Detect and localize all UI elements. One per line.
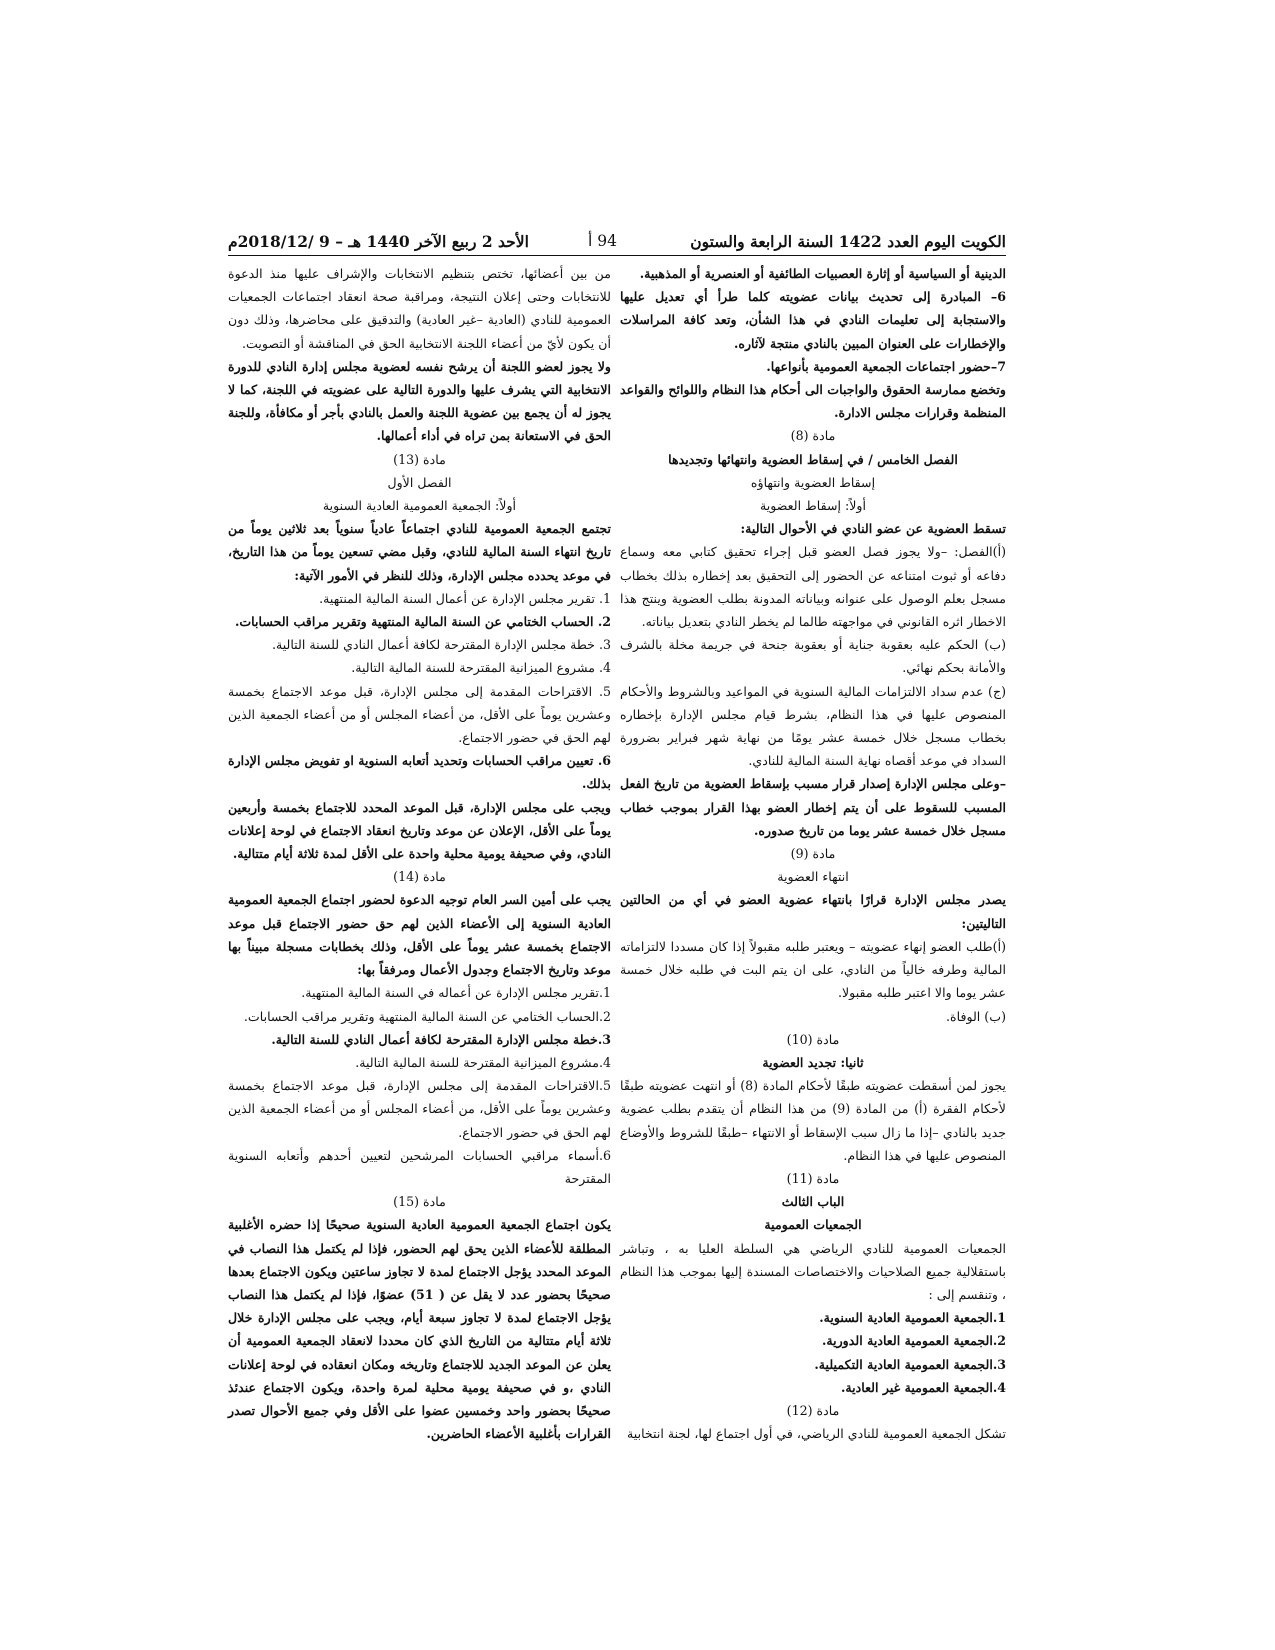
header-page-number: 94 أ [588, 232, 617, 250]
chapter-heading: الفصل الخامس / في إسقاط العضوية وانتهائها وتجديدها [668, 451, 958, 467]
list-item: 2.الحساب الختامي عن السنة المالية المنتهية وتقرير مراقب الحسابات. [243, 1008, 611, 1024]
list-item: 6.أسماء مراقبي الحسابات المرشحين لتعيين أحدهم وأتعابه السنوية المقترحة [228, 1147, 611, 1186]
list-item: 5.الاقتراحات المقدمة إلى مجلس الإدارة، قبل موعد الاجتماع بخمسة وعشرين يوماً على الأقل، من أعضاء المجلس أو من أعضاء الجمعية الذين لهم الحق في حضور الاجتماع. [228, 1078, 611, 1140]
paragraph: ولا يجوز لعضو اللجنة أن يرشح نفسه لعضوية مجلس إدارة النادي للدورة الانتخابية التي يشرف عليها والدورة التالية على عضويته في اللجنة، كما لا يجوز له أن يجمع بين عضوية اللجنة والعمل بالنادي بأجر أو مكافأة، وللجنة الحق في الاستعانة بمن تراه في أداء أعمالها. [228, 358, 611, 444]
paragraph: يجب على أمين السر العام توجيه الدعوة لحضور اجتماع الجمعية العمومية العادية السنوية إلى الأعضاء الذين لهم حق حضور الاجتماع قبل موعد الاجتماع بخمسة عشر يوماً على الأقل، وذلك بخطابات مسجلة مبيناً بها موعد وتاريخ الاجتماع وجدول الأعمال ومرفقاً بها: [228, 892, 611, 978]
article-heading: مادة (9) [790, 846, 836, 862]
right-column [620, 262, 1006, 1445]
paragraph: ويجب على مجلس الإدارة، قبل الموعد المحدد للاجتماع بخمسة وأربعين يوماً على الأقل، الإعلان عن موعد وتاريخ انعقاد الاجتماع في لوحة إعلانات النادي، وفي صحيفة يومية محلية واحدة على الأقل لمدة ثلاثة أيام متتالية. [228, 799, 611, 862]
paragraph: تسقط العضوية عن عضو النادي في الأحوال التالية: [740, 521, 1006, 537]
paragraph: (ج) عدم سداد الالتزامات المالية السنوية في المواعيد وبالشروط والأحكام المنصوص عليها في هذا النظام، بشرط قيام مجلس الإدارة بإخطاره بخطاب مسجل خلال خمسة عشر يومًا من نهاية شهر فبراير بضرورة السداد في موعد أقصاه نهاية السنة المالية للنادي. [620, 683, 1006, 769]
article-heading: مادة (13) [393, 451, 446, 467]
paragraph: (أ)الفصل: –ولا يجوز فصل العضو قبل إجراء تحقيق كتابي معه وسماع دفاعه أو ثبوت امتناعه عن الحضور إلى التحقيق بعد إخطاره بذلك بخطاب مسجل بعلم الوصول على عنوانه وبياناته المدونة بطلب العضوية وينتج هذا الاخطار اثره القانوني في مواجهته طالما لم يخطر النادي بتعديل بياناته. [620, 544, 1006, 630]
paragraph: 7–حضور اجتماعات الجمعية العمومية بأنواعها. [766, 358, 1006, 374]
article-heading: مادة (12) [786, 1402, 840, 1418]
article-heading: مادة (14) [393, 869, 446, 885]
paragraph: يصدر مجلس الإدارة قرارًا بانتهاء عضوية العضو في أي من الحالتين التاليتين: [620, 892, 1006, 931]
list-item: 1.الجمعية العمومية العادية السنوية. [819, 1310, 1006, 1326]
header-rule [228, 255, 1006, 256]
article-heading: مادة (10) [786, 1031, 840, 1047]
section-heading: الجمعيات العمومية [764, 1217, 862, 1233]
paragraph: (أ)طلب العضو إنهاء عضويته – ويعتبر طلبه مقبولاً إذا كان مسددا لالتزاماته المالية وطرفه خالياً من النادي، على ان يتم البت في طلبه خلال خمسة عشر يوما والا اعتبر طلبه مقبولا. [620, 938, 1006, 1001]
section-heading: أولاً: الجمعية العمومية العادية السنوية [322, 498, 517, 514]
paragraph: يجوز لمن أسقطت عضويته طبقًا لأحكام المادة (8) أو انتهت عضويته طبقًا لأحكام الفقرة (أ) من المادة (9) من هذا النظام أن يتقدم بطلب عضوية جديد بالنادي –إذا ما زال سبب الإسقاط أو الانتهاء –طبقًا للشروط والأوضاع المنصوص عليها في هذا النظام. [620, 1078, 1007, 1163]
part-heading: الباب الثالث [781, 1194, 845, 1210]
list-item: 3.خطة مجلس الإدارة المقترحة لكافة أعمال النادي للسنة التالية. [271, 1031, 611, 1047]
list-item: 4.الجمعية العمومية غير العادية. [840, 1379, 1006, 1395]
list-item: 3. خطة مجلس الإدارة المقترحة لكافة أعمال النادي للسنة التالية. [271, 637, 611, 653]
paragraph: 6– المبادرة إلى تحديث بيانات عضويته كلما طرأ أي تعديل عليها والاستجابة إلى تعليمات النادي في هذا الشأن، وتعد كافة المراسلات والإخطارات على العنوان المبين بالنادي منتجة لآثاره. [620, 289, 1006, 351]
list-item: 4. مشروع الميزانية المقترحة للسنة المالية التالية. [351, 660, 611, 676]
paragraph: تشكل الجمعية العمومية للنادي الرياضي، في أول اجتماع لها، لجنة انتخابية [627, 1426, 1006, 1442]
list-item: 1. تقرير مجلس الإدارة عن أعمال السنة المالية المنتهية. [319, 590, 611, 606]
paragraph: من بين أعضائها، تختص بتنظيم الانتخابات والإشراف عليها منذ الدعوة للانتخابات وحتى إعلان النتيجة، ومراقبة صحة انعقاد اجتماعات الجمعيات العمومية للنادي (العادية –غير العادية) والتدقيق على محاضرها، وذلك دون أن يكون لأيّ من أعضاء اللجنة الانتخابية الحق في المناقشة أو التصويت. [228, 266, 611, 351]
header-issue: الكويت اليوم العدد 1422 السنة الرابعة والستون [690, 232, 1006, 251]
paragraph: –وعلى مجلس الإدارة إصدار قرار مسبب بإسقاط العضوية من تاريخ الفعل المسبب للسقوط على أن يتم إخطار العضو بهذا القرار بموجب خطاب مسجل خلال خمسة عشر يوما من تاريخ صدوره. [620, 776, 1006, 838]
list-item: 2.الجمعية العمومية العادية الدورية. [821, 1333, 1006, 1349]
list-item: 6. تعيين مراقب الحسابات وتحديد أتعابه السنوية او تفويض مجلس الإدارة بذلك. [228, 753, 611, 792]
left-column [228, 262, 611, 1445]
paragraph: (ب) الحكم عليه بعقوبة جناية أو بعقوبة جنحة في جريمة مخلة بالشرف والأمانة بحكم نهائي. [620, 637, 1006, 676]
section-heading: انتهاء العضوية [777, 869, 849, 885]
list-item: 4.مشروع الميزانية المقترحة للسنة المالية التالية. [355, 1054, 611, 1070]
article-heading: مادة (15) [393, 1194, 446, 1210]
paragraph: الدينية أو السياسية أو إثارة العصبيات الطائفية أو العنصرية أو المذهبية. [639, 266, 1006, 281]
article-heading: مادة (11) [786, 1170, 840, 1186]
paragraph: (ب) الوفاة. [946, 1008, 1006, 1024]
section-heading: ثانيا: تجديد العضوية [762, 1054, 864, 1070]
list-item: 3.الجمعية العمومية العادية التكميلية. [814, 1356, 1006, 1372]
article-heading: مادة (8) [790, 428, 836, 444]
header-date: الأحد 2 ربيع الآخر 1440 هـ – 9 /2018/12م [228, 232, 529, 251]
section-heading: إسقاط العضوية وانتهاؤه [750, 474, 876, 490]
chapter-heading: الفصل الأول [387, 474, 452, 490]
section-heading: أولاً: إسقاط العضوية [759, 498, 866, 514]
paragraph: تجتمع الجمعية العمومية للنادي اجتماعاً عادياً سنوياً بعد ثلاثين يوماً من تاريخ انتهاء السنة المالية للنادي، وقبل مضي تسعين يوماً من هذا التاريخ، في موعد يحدده مجلس الإدارة، وذلك للنظر في الأمور الآتية: [228, 521, 611, 583]
list-item: 5. الاقتراحات المقدمة إلى مجلس الإدارة، قبل موعد الاجتماع بخمسة وعشرين يوماً على الأقل، من أعضاء المجلس أو من أعضاء الجمعية الذين لهم الحق في حضور الاجتماع. [228, 683, 611, 746]
paragraph: الجمعيات العمومية للنادي الرياضي هي السلطة العليا به ، وتباشر باستقلالية جميع الصلاحيات والاختصاصات المسندة إليها بموجب هذا النظام ، وتنقسم إلى : [620, 1240, 1006, 1302]
list-item: 1.تقرير مجلس الإدارة عن أعماله في السنة المالية المنتهية. [301, 985, 611, 1001]
paragraph: يكون اجتماع الجمعية العمومية العادية السنوية صحيحًا إذا حضره الأغلبية المطلقة للأعضاء الذين يحق لهم الحضور، فإذا لم يكتمل هذا النصاب في الموعد المحدد يؤجل الاجتماع لمدة لا تجاوز ساعتين ويكون الاجتماع بعدها صحيحًا بحضور عدد لا يقل عن ( 51) عضوًا، فإذا لم يكتمل هذا النصاب يؤجل الاجتماع لمدة لا تجاوز سبعة أيام، ويجب على مجلس الإدارة خلال ثلاثة أيام متتالية من التاريخ الذي كان محددا لانعقاد الجمعية العمومية أن يعلن عن الموعد الجديد للاجتماع وتاريخه ومكان انعقاده في لوحة إعلانات النادي ،و في صحيفة يومية محلية لمرة واحدة، ويكون الاجتماع عندئذ صحيحًا بحضور واحد وخمسين عضوا على الأقل وفي جميع الأحوال تصدر القرارات بأغلبية الأعضاء الحاضرين. [228, 1217, 611, 1442]
list-item: 2. الحساب الختامي عن السنة المالية المنتهية وتقرير مراقب الحسابات. [234, 614, 611, 630]
paragraph: وتخضع ممارسة الحقوق والواجبات الى أحكام هذا النظام واللوائح والقواعد المنظمة وقرارات مجلس الادارة. [620, 382, 1006, 421]
